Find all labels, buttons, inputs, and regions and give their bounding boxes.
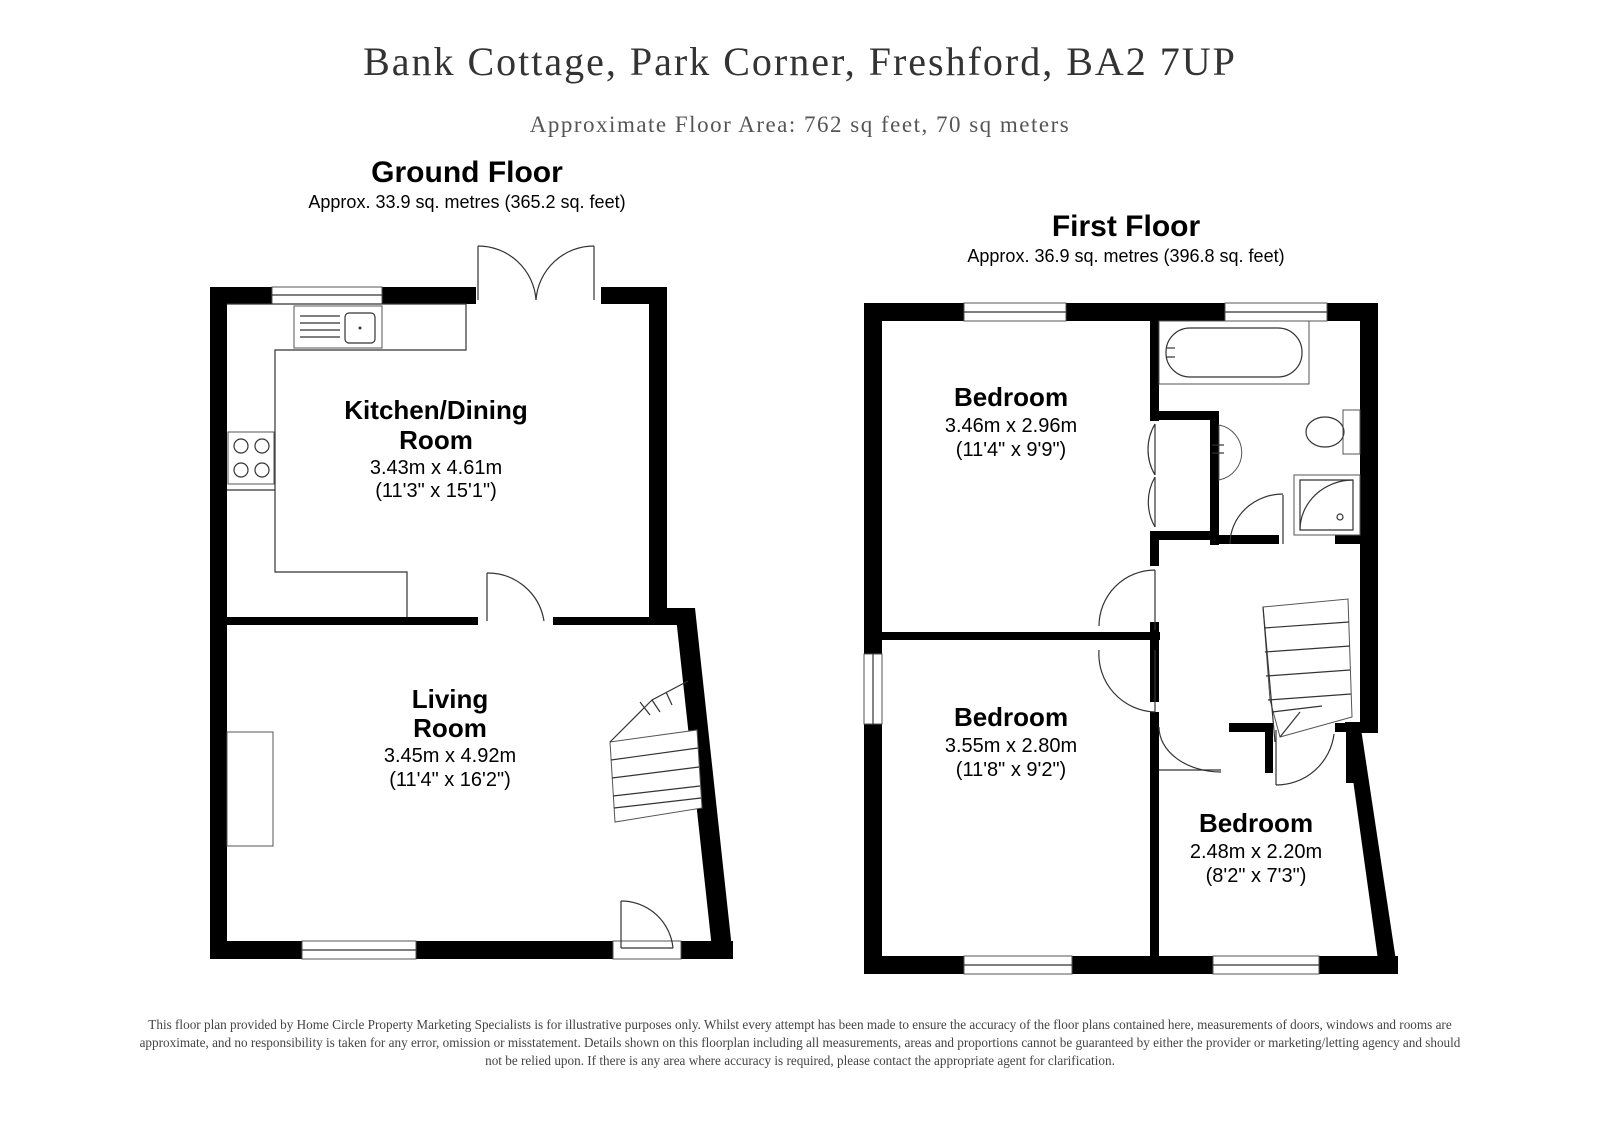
page-subtitle: Approximate Floor Area: 762 sq feet, 70 sq meters <box>529 112 1071 137</box>
ff-wall-left <box>864 303 882 974</box>
gf-wall-internal-left <box>227 617 478 625</box>
gf-front-door <box>613 901 681 959</box>
gf-internal-door <box>487 573 544 621</box>
room-dims-bedroom-1-imperial: (11'4" x 9'9") <box>955 439 1067 461</box>
ground-floor-heading: Ground Floor <box>371 156 563 189</box>
ff-wall-bed3-top-left <box>1229 723 1271 732</box>
ff-wall-bath-bottom-left <box>1219 535 1279 544</box>
room-label-bedroom-1: Bedroom <box>953 382 1069 412</box>
ff-wall-bed-partition <box>882 632 1160 640</box>
ff-toilet-icon <box>1306 410 1360 454</box>
ff-wall-cupboard-right <box>1210 411 1219 545</box>
room-label-living: Living <box>411 684 489 714</box>
room-label-bedroom-2: Bedroom <box>953 702 1069 732</box>
room-label-kitchen-2: Room <box>399 425 473 455</box>
ground-floor-plan <box>210 156 733 959</box>
ff-shower-icon <box>1294 475 1360 535</box>
ff-wall-bed1-right-top <box>1150 321 1159 421</box>
room-dims-living-metric: 3.45m x 4.92m <box>383 745 517 767</box>
ff-bed1-door <box>1099 570 1155 630</box>
room-dims-kitchen-metric: 3.43m x 4.61m <box>369 457 503 479</box>
disclaimer: This floor plan provided by Home Circle Property Marketing Specialists is for illustrative purposes only. Whilst every attempt has been made to ensure the accuracy of the floor plans contained here, measurements of doors, windows and rooms are approximate, and no responsibility is taken for any error, omission or misstatement. Details shown on this floorplan including all measurements, areas and proportions cannot be guaranteed by either the provider or marketing/letting agency and should not be relied upon. If there is any area where accuracy is required, please contact the appropriate agent for clarification. <box>139 1017 1461 1068</box>
gf-wall-left <box>210 287 227 959</box>
ff-wall-bed2-right <box>1150 716 1159 956</box>
room-dims-bedroom-3-metric: 2.48m x 2.20m <box>1189 841 1323 863</box>
gf-wall-bottom-right <box>681 941 733 959</box>
room-dims-bedroom-3-imperial: (8'2" x 7'3") <box>1205 865 1307 887</box>
page-title: Bank Cottage, Park Corner, Freshford, BA2 7UP <box>363 39 1237 84</box>
room-dims-bedroom-1-metric: 3.46m x 2.96m <box>944 415 1078 437</box>
ff-bath-icon <box>1159 321 1309 384</box>
ff-cupboard-doors <box>1148 424 1155 527</box>
room-label-bedroom-3: Bedroom <box>1198 808 1314 838</box>
ff-wall-bath-bottom-right <box>1335 535 1360 544</box>
gf-french-doors <box>478 246 594 300</box>
gf-wall-right-upper <box>649 287 667 621</box>
room-dims-living-imperial: (11'4" x 16'2") <box>389 769 511 791</box>
room-dims-bedroom-2-metric: 3.55m x 2.80m <box>944 735 1078 757</box>
ff-wall-bed3-right-stub <box>1346 723 1355 783</box>
room-dims-kitchen-imperial: (11'3" x 15'1") <box>375 480 497 502</box>
ff-bed2-door <box>1099 650 1155 712</box>
ff-landing-door <box>1159 727 1221 772</box>
ff-wall-cupboard-top <box>1150 411 1218 420</box>
ground-floor-area: Approx. 33.9 sq. metres (365.2 sq. feet) <box>308 192 626 212</box>
gf-chimney-breast <box>227 732 273 846</box>
ff-wall-cupboard-bottom <box>1150 531 1219 540</box>
first-floor-plan <box>864 210 1398 974</box>
ff-staircase <box>1263 599 1352 742</box>
ff-wall-right-upper <box>1360 303 1378 733</box>
ff-wall-bed3-stub <box>1265 723 1273 773</box>
gf-wall-internal-right <box>553 617 649 625</box>
first-floor-heading: First Floor <box>1051 210 1201 243</box>
room-label-living-2: Room <box>413 713 487 743</box>
room-label-kitchen: Kitchen/Dining <box>344 395 528 425</box>
first-floor-area: Approx. 36.9 sq. metres (396.8 sq. feet) <box>967 246 1285 266</box>
ff-bed3-door <box>1276 730 1334 785</box>
gf-sink-icon <box>294 306 382 348</box>
room-dims-bedroom-2-imperial: (11'8" x 9'2") <box>955 759 1067 781</box>
gf-hob-icon <box>228 432 274 484</box>
